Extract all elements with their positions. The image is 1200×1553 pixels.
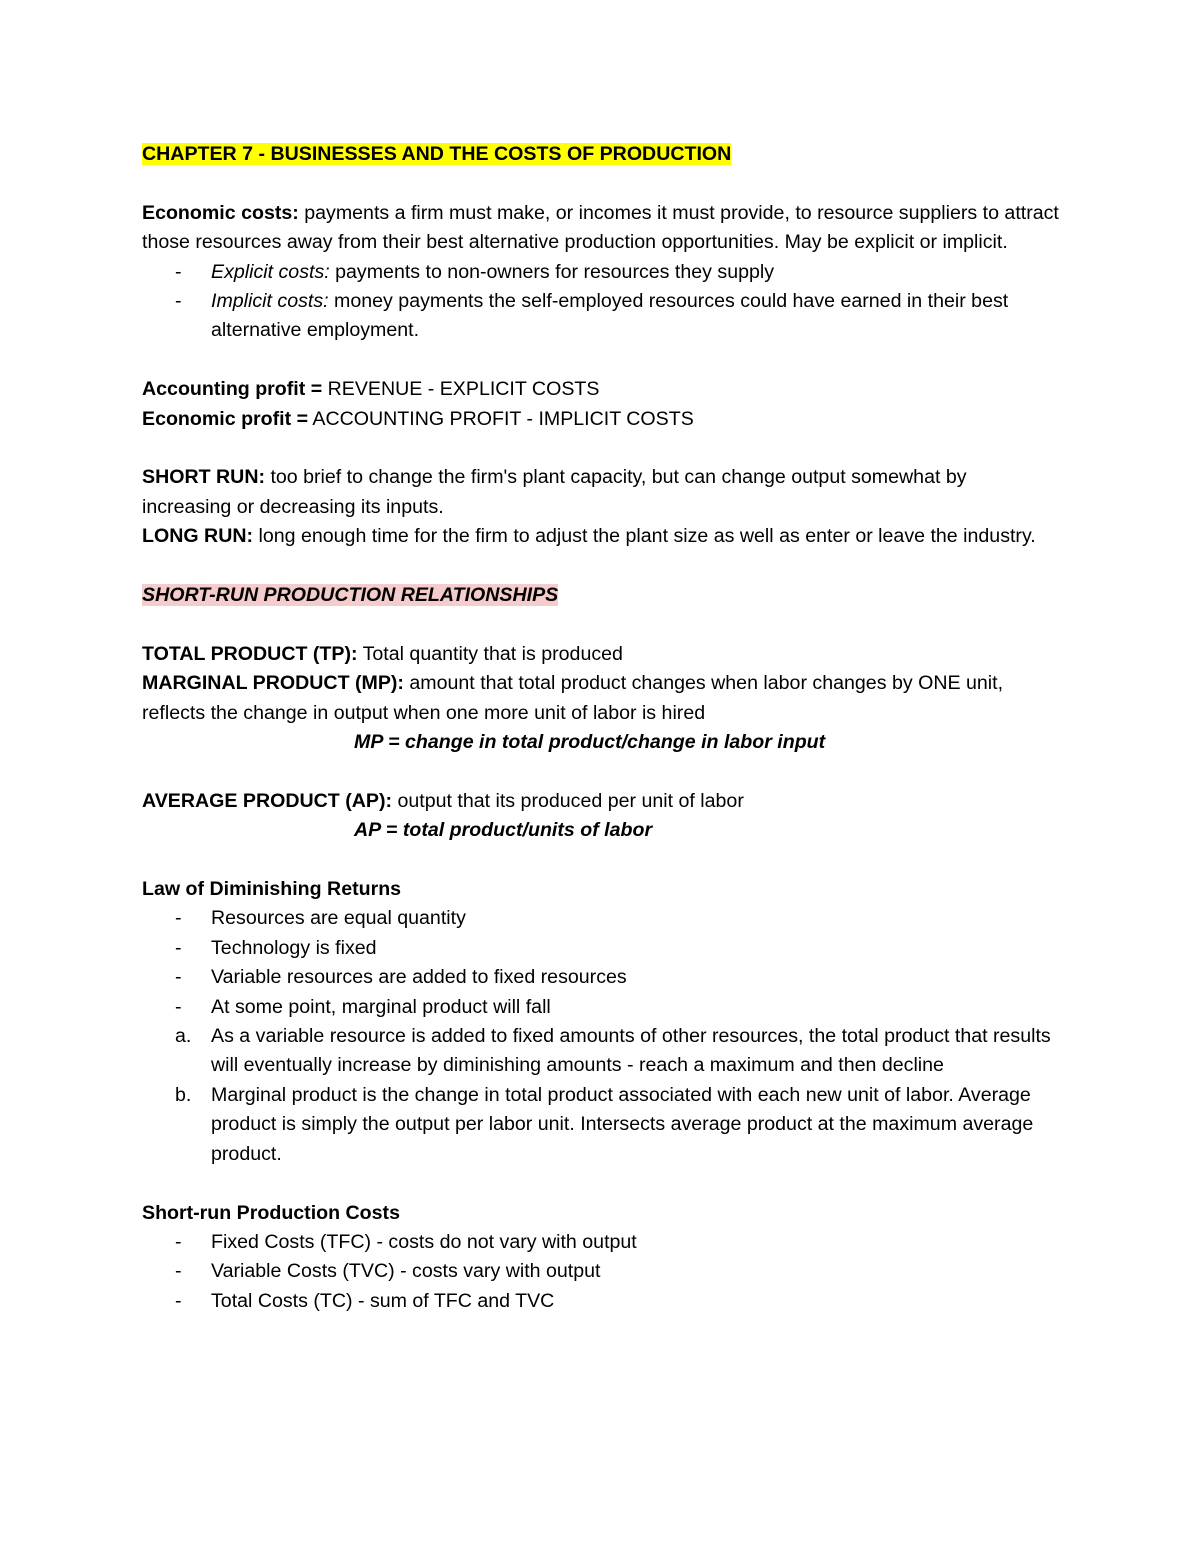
long-run-paragraph: LONG RUN: long enough time for the firm to adjust the plant size as well as enter or leave the industry.	[142, 525, 1036, 548]
costs-list	[142, 1228, 1060, 1316]
list-item: - At some point, marginal product will fall	[175, 995, 551, 1018]
costs-heading: Short-run Production Costs	[142, 1201, 400, 1224]
section-heading: SHORT-RUN PRODUCTION RELATIONSHIPS	[142, 584, 559, 607]
chapter-title: CHAPTER 7 - BUSINESSES AND THE COSTS OF PRODUCTION	[142, 143, 732, 165]
document-body	[142, 140, 1060, 1316]
ap-formula: AP = total product/units of labor	[354, 819, 653, 842]
short-run-paragraph: SHORT RUN: too brief to change the firm's plant capacity, but can change output somewhat by increasing or decreasing its inputs.	[142, 466, 967, 518]
average-product-line: AVERAGE PRODUCT (AP): output that its produced per unit of labor	[142, 789, 744, 812]
list-item: - Variable Costs (TVC) - costs vary with output	[175, 1260, 601, 1283]
list-item: - Implicit costs: money payments the self-employed resources could have earned in their best alternative employment.	[175, 290, 1009, 342]
economic-costs-text: payments a firm must make, or incomes it must provide, to resource suppliers to attract those resources away from their best alternative production opportunities. May be explicit or implicit.	[142, 201, 1059, 254]
law-heading: Law of Diminishing Returns	[142, 878, 402, 901]
economic-costs-paragraph	[142, 199, 1060, 258]
law-alpha-list	[142, 1022, 1060, 1169]
marginal-product-paragraph: MARGINAL PRODUCT (MP): amount that total product changes when labor changes by ONE unit, reflects the change in output when one more unit of labor is hired	[142, 672, 1004, 724]
implicit-costs-term: Implicit costs:	[211, 290, 329, 313]
list-item: - Resources are equal quantity	[175, 907, 466, 930]
list-item: - Fixed Costs (TFC) - costs do not vary with output	[175, 1230, 637, 1253]
list-item: - Variable resources are added to fixed resources	[175, 966, 627, 989]
list-item: a. As a variable resource is added to fixed amounts of other resources, the total product that results will eventually increase by diminishing amounts - reach a maximum and then decline	[175, 1025, 1051, 1077]
accounting-profit-line: Accounting profit = REVENUE - EXPLICIT COSTS	[142, 378, 600, 401]
economic-costs-list	[142, 258, 1060, 346]
list-item: - Total Costs (TC) - sum of TFC and TVC	[175, 1289, 555, 1312]
law-dash-list	[142, 904, 1060, 1022]
economic-profit-line: Economic profit = ACCOUNTING PROFIT - IMPLICIT COSTS	[142, 407, 694, 430]
list-item: - Explicit costs: payments to non-owners for resources they supply	[175, 260, 775, 283]
list-item: b. Marginal product is the change in total product associated with each new unit of labor. Average product is simply the output per labor unit. Intersects average product at the maximum average product.	[175, 1083, 1034, 1165]
economic-costs-term: Economic costs:	[142, 201, 299, 224]
total-product-line: TOTAL PRODUCT (TP): Total quantity that is produced	[142, 642, 623, 665]
list-item: - Technology is fixed	[175, 936, 377, 959]
explicit-costs-term: Explicit costs:	[211, 260, 330, 283]
mp-formula: MP = change in total product/change in labor input	[354, 731, 826, 754]
